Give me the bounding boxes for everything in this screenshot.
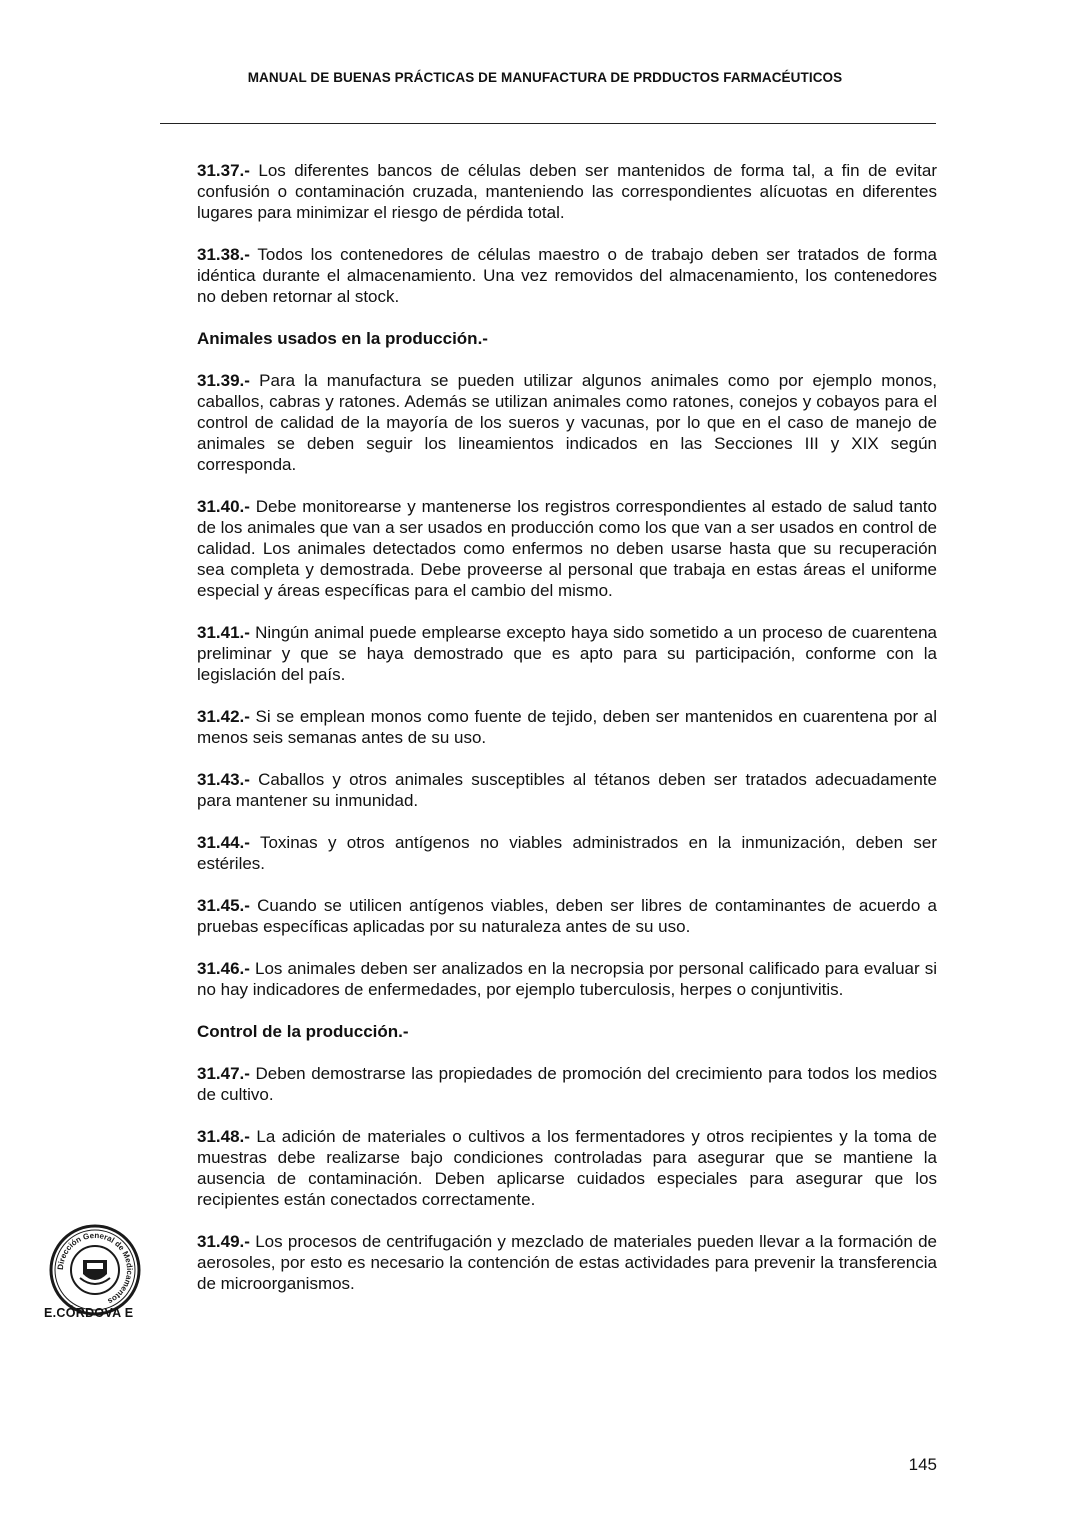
paragraph-number: 31.40.- [197,497,250,516]
paragraph-number: 31.41.- [197,623,250,642]
paragraph-text: Debe monitorearse y mantenerse los registros correspondientes al estado de salud tanto de los animales que van a ser usados en producción como los que van a ser usados en control de calidad. Los animales detectados como enfermos no deben usarse hasta que su recuperación sea completa y demostrada. Debe proveerse al personal que trabaja en estas áreas el uniforme especial y áreas específicas para el cambio del mismo. [197,497,937,600]
paragraph-31-48 [197,1126,937,1210]
stamp-signature-name: E.CÓRDOVA E [44,1306,134,1320]
paragraph-number: 31.49.- [197,1232,250,1251]
paragraph-text: Cuando se utilicen antígenos viables, deben ser libres de contaminantes de acuerdo a pruebas específicas aplicadas por su naturaleza antes de su uso. [197,896,937,936]
paragraph-31-40 [197,496,937,601]
paragraph-text: Los diferentes bancos de células deben ser mantenidos de forma tal, a fin de evitar confusión o contaminación cruzada, manteniendo las correspondientes alícuotas en diferentes lugares para minimizar el riesgo de pérdida total. [197,161,937,222]
page-header: MANUAL DE BUENAS PRÁCTICAS DE MANUFACTURA DE PRDDUCTOS FARMACÉUTICOS [247,70,843,85]
paragraph-text: Los animales deben ser analizados en la necropsia por personal calificado para evaluar si no hay indicadores de enfermedades, por ejemplo tuberculosis, herpes o conjuntivitis. [197,959,937,999]
section-heading-control: Control de la producción.- [197,1022,409,1041]
paragraph-number: 31.48.- [197,1127,250,1146]
paragraph-text: Para la manufactura se pueden utilizar algunos animales como por ejemplo monos, caballos, cabras y ratones. Además se utilizan animales como ratones, conejos y cobayos para el control de calidad de la mayoría de los sueros y vacunas, por lo que en el caso de manejo de animales se deben seguir los lineamientos indicados en las Secciones III y XIX según corresponda. [197,371,937,474]
seal-ring-text: Dirección General de Medicamentos [55,1230,135,1306]
paragraph-number: 31.42.- [197,707,250,726]
paragraph-text: Caballos y otros animales susceptibles al tétanos deben ser tratados adecuadamente para mantener su inmunidad. [197,770,937,810]
paragraph-number: 31.45.- [197,896,250,915]
paragraph-31-45 [197,895,937,937]
paragraph-text: La adición de materiales o cultivos a los fermentadores y otros recipientes y la toma de muestras debe realizarse bajo condiciones controladas para asegurar que se mantiene la ausencia de contaminación. Deben aplicarse cuidados especiales para asegurar que los recipientes están conectados correctamente. [197,1127,937,1209]
paragraph-text: Todos los contenedores de células maestro o de trabajo deben ser tratados de forma idéntica durante el almacenamiento. Una vez removidos del almacenamiento, los contenedores no deben retornar al stock. [197,245,937,306]
paragraph-number: 31.38.- [197,245,250,264]
paragraph-31-37 [197,160,937,223]
paragraph-text: Ningún animal puede emplearse excepto haya sido sometido a un proceso de cuarentena preliminar y que se haya demostrado que es apto para su participación, conforme con la legislación del país. [197,623,937,684]
header-divider [160,123,936,124]
paragraph-number: 31.47.- [197,1064,250,1083]
paragraph-number: 31.43.- [197,770,250,789]
paragraph-31-46 [197,958,937,1000]
paragraph-31-49 [197,1231,937,1294]
paragraph-31-39 [197,370,937,475]
section-heading-animales: Animales usados en la producción.- [197,329,488,348]
paragraph-number: 31.37.- [197,161,250,180]
paragraph-31-41 [197,622,937,685]
paragraph-text: Toxinas y otros antígenos no viables administrados en la inmunización, deben ser estériles. [197,833,937,873]
document-body [197,160,937,1315]
paragraph-number: 31.46.- [197,959,250,978]
paragraph-text: Los procesos de centrifugación y mezclado de materiales pueden llevar a la formación de aerosoles, por esto es necesario la contención de estas actividades para prevenir la transferencia de microorganismos. [197,1232,937,1293]
page-number: 145 [908,1455,937,1474]
paragraph-31-43 [197,769,937,811]
paragraph-31-44 [197,832,937,874]
paragraph-31-38 [197,244,937,307]
paragraph-number: 31.39.- [197,371,250,390]
paragraph-text: Si se emplean monos como fuente de tejido, deben ser mantenidos en cuarentena por al menos seis semanas antes de su uso. [197,707,937,747]
paragraph-text: Deben demostrarse las propiedades de promoción del crecimiento para todos los medios de cultivo. [197,1064,937,1104]
paragraph-number: 31.44.- [197,833,250,852]
paragraph-31-47 [197,1063,937,1105]
paragraph-31-42 [197,706,937,748]
